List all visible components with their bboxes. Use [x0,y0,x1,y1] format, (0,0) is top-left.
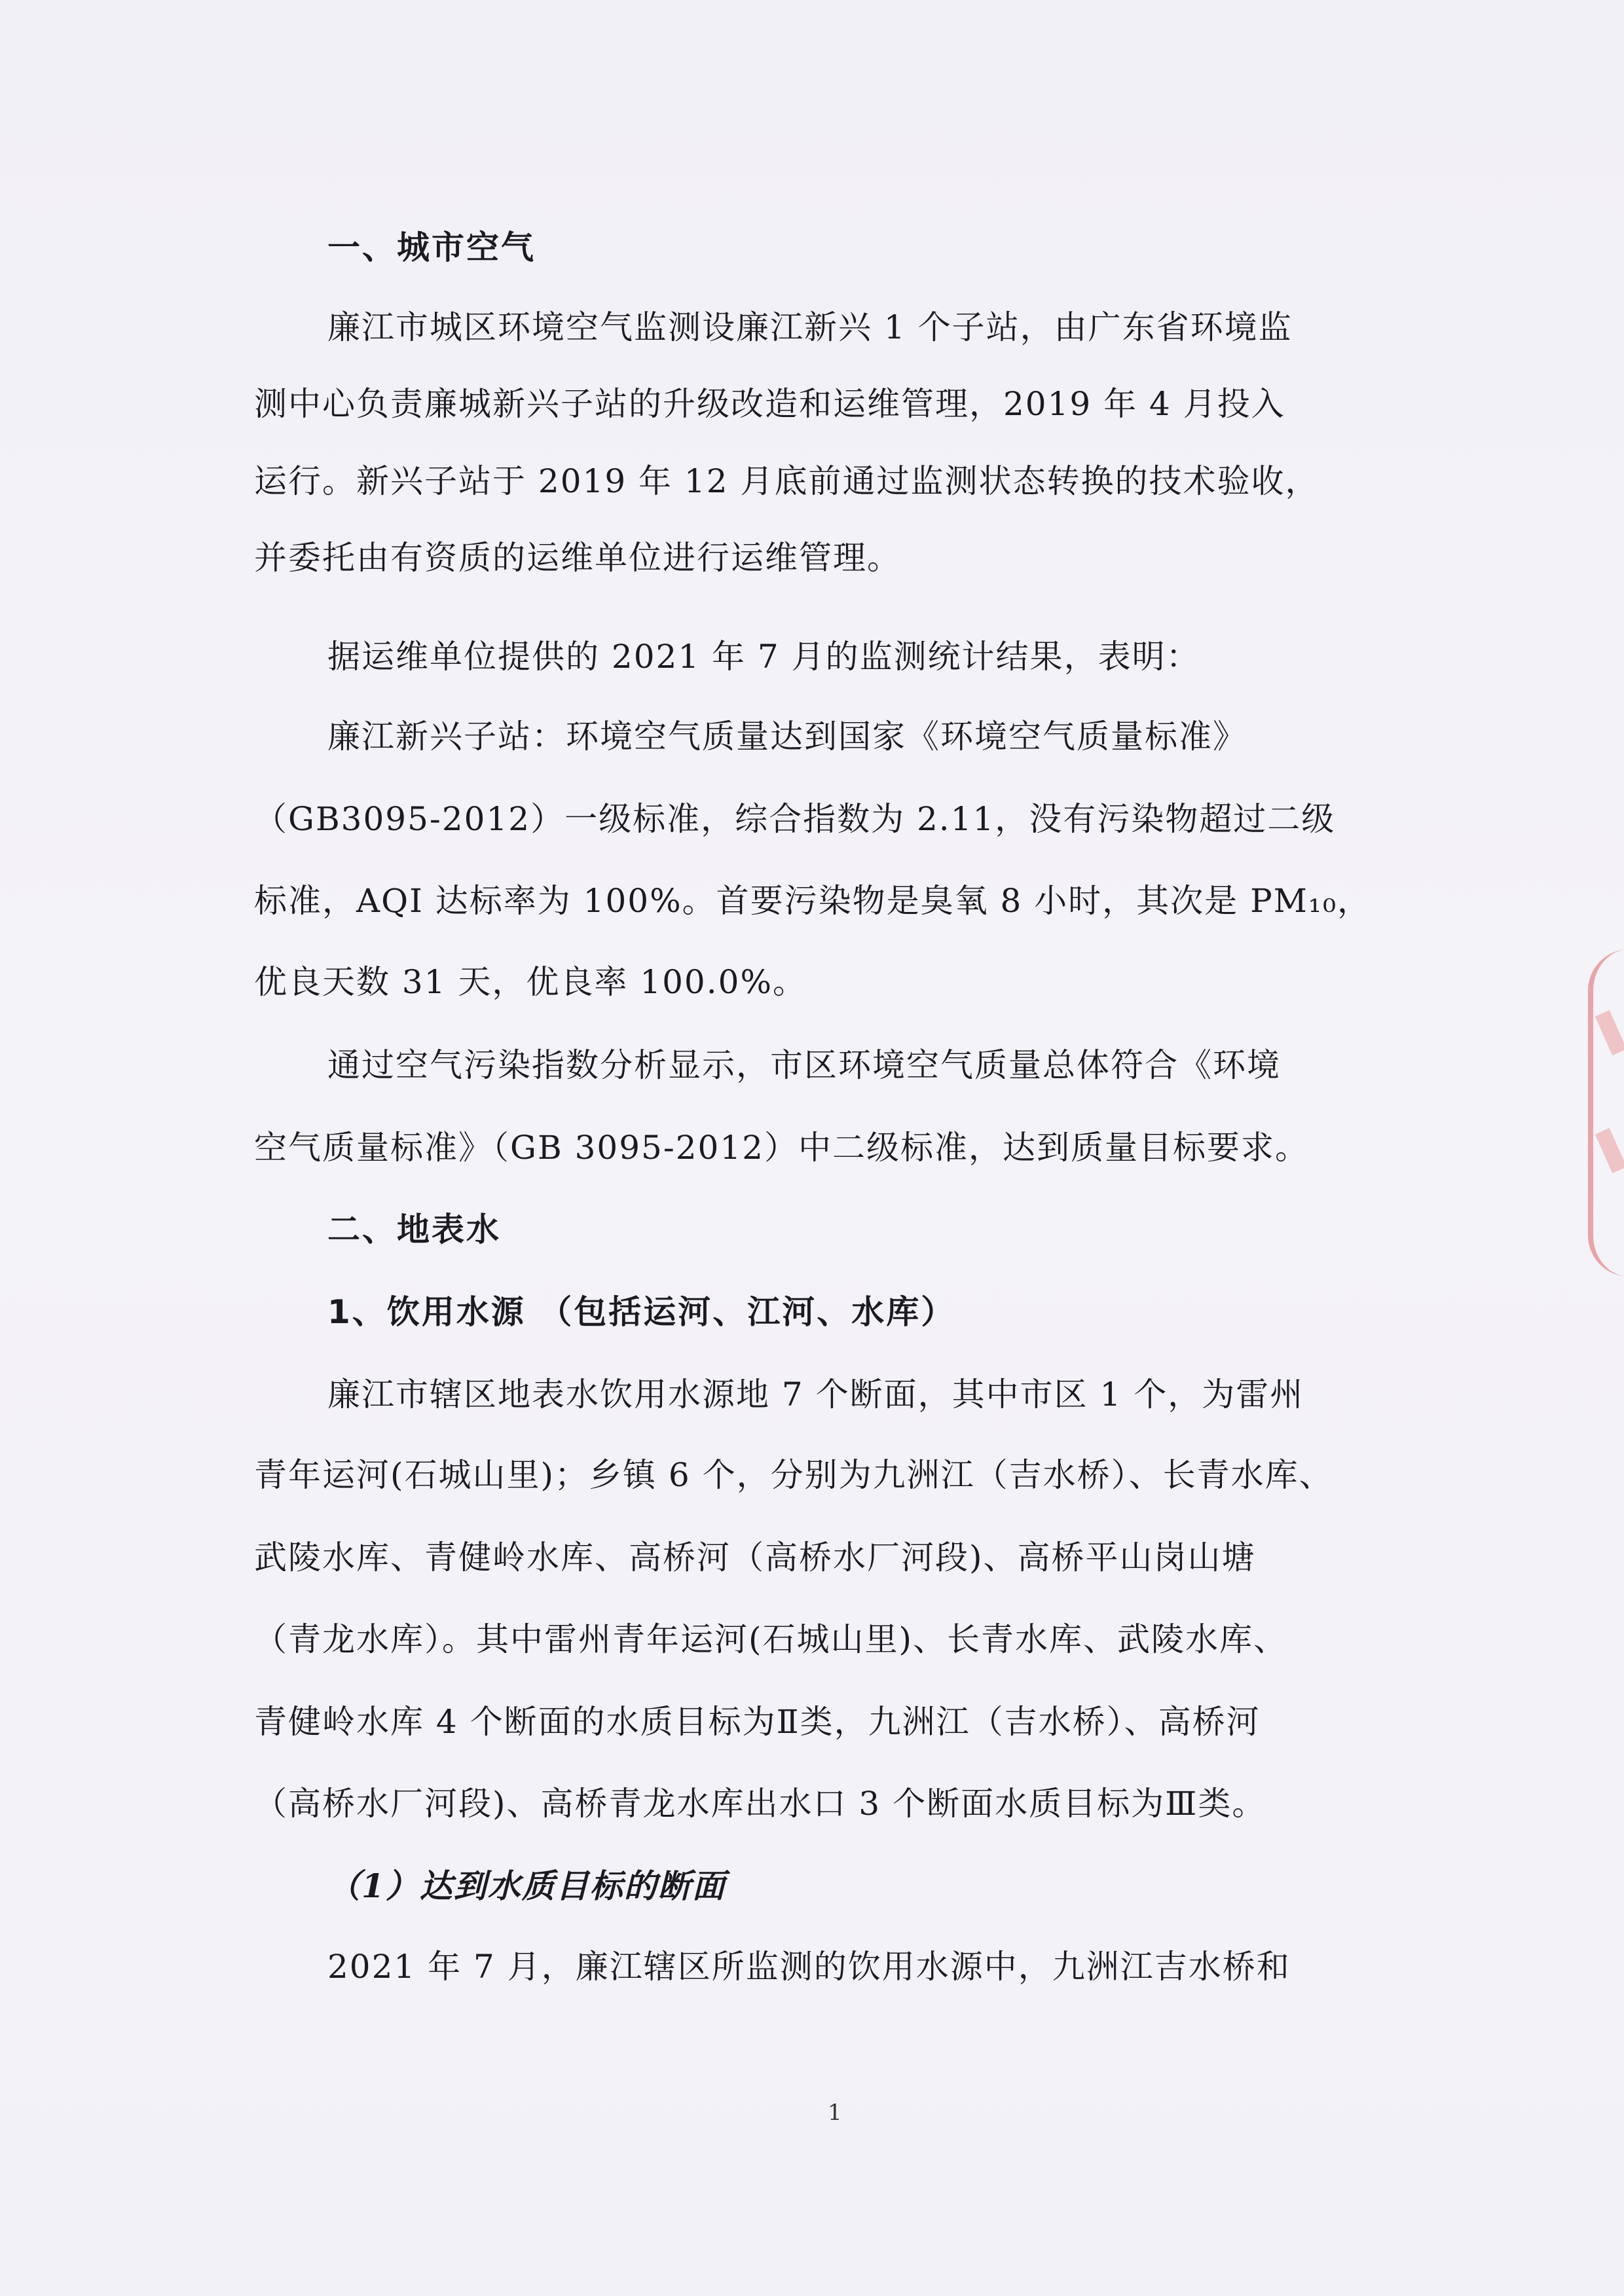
section-heading-air: 一、城市空气 [327,228,536,266]
section-heading-surface-water: 二、地表水 [327,1211,501,1248]
paragraph-station-line-4: 优良天数 31 天，优良率 100.0%。 [254,963,807,1001]
paragraph-water-line-2: 青年运河(石城山里)；乡镇 6 个，分别为九洲江（吉水桥）、长青水库、 [254,1456,1333,1494]
paragraph-water-line-6: （高桥水厂河段)、高桥青龙水库出水口 3 个断面水质目标为Ⅲ类。 [254,1785,1266,1823]
paragraph-station-line-1: 廉江新兴子站：环境空气质量达到国家《环境空气质量标准》 [327,718,1247,756]
paragraph-air-line-1: 廉江市城区环境空气监测设廉江新兴 1 个子站，由广东省环境监 [327,308,1293,346]
paragraph-air-line-4: 并委托由有资质的运维单位进行运维管理。 [254,539,901,577]
paragraph-air-line-2: 测中心负责廉城新兴子站的升级改造和运维管理，2019 年 4 月投入 [254,385,1285,423]
subsection-heading-drinking-water: 1、饮用水源 （包括运河、江河、水库） [327,1293,956,1331]
paragraph-water-line-4: （青龙水库）。其中雷州青年运河(石城山里)、长青水库、武陵水库、 [254,1620,1288,1658]
subheading-target-reached: （1）达到水质目标的断面 [327,1867,726,1905]
paragraph-station-line-2: （GB3095-2012）一级标准，综合指数为 2.11，没有污染物超过二级 [254,800,1336,838]
paragraph-monitoring-result: 据运维单位提供的 2021 年 7 月的监测统计结果，表明： [327,638,1200,676]
paragraph-water-line-5: 青健岭水库 4 个断面的水质目标为Ⅱ类，九洲江（吉水桥）、高桥河 [254,1703,1261,1741]
paragraph-analysis-line-1: 通过空气污染指数分析显示，市区环境空气质量总体符合《环境 [327,1046,1281,1084]
paragraph-july-results: 2021 年 7 月，廉江辖区所监测的饮用水源中，九洲江吉水桥和 [327,1948,1291,1986]
page-number: 1 [828,2100,842,2126]
red-seal-stamp [1588,949,1624,1277]
paragraph-station-line-3: 标准，AQI 达标率为 100%。首要污染物是臭氧 8 小时，其次是 PM₁₀， [254,882,1371,920]
paragraph-water-line-1: 廉江市辖区地表水饮用水源地 7 个断面，其中市区 1 个，为雷州 [327,1376,1304,1413]
paragraph-analysis-line-2: 空气质量标准》（GB 3095-2012）中二级标准，达到质量目标要求。 [254,1129,1309,1167]
paragraph-air-line-3: 运行。新兴子站于 2019 年 12 月底前通过监测状态转换的技术验收， [254,462,1320,500]
paragraph-water-line-3: 武陵水库、青健岭水库、高桥河（高桥水厂河段)、高桥平山岗山塘 [254,1539,1256,1576]
